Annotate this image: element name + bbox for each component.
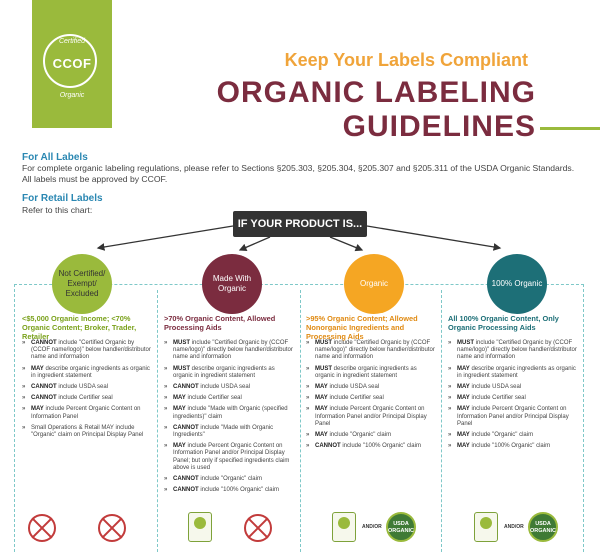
prohibited-usda-icon (98, 514, 126, 542)
chevron-bullet-icon: » (164, 487, 168, 494)
rule-keyword: MAY (315, 432, 328, 439)
chevron-bullet-icon: » (448, 384, 452, 391)
chevron-bullet-icon: » (448, 432, 452, 439)
rule-item (306, 406, 438, 428)
column-divider (300, 290, 301, 552)
chevron-bullet-icon: » (22, 424, 26, 431)
rule-item (448, 366, 580, 380)
label-logos (18, 512, 158, 544)
chevron-bullet-icon: » (448, 443, 452, 450)
rule-keyword: MUST (315, 365, 332, 372)
rule-text: describe organic ingredients as organic in ingredient statement (315, 365, 417, 379)
all-labels-text: For complete organic labeling regulations, please refer to Sections §205.303, §205.304, §205.307 and §205.311 of the USDA Organic Standards. All labels must be approved by CCOF. (22, 163, 575, 184)
rule-item (22, 406, 154, 420)
rule-item (22, 395, 154, 402)
rule-text: include Percent Organic Content on Information Panel and/or Principal Display Panel (315, 406, 427, 427)
rule-item (306, 432, 438, 439)
rule-text: include "100% Organic" claim (469, 443, 551, 450)
rule-item (164, 384, 296, 391)
chevron-bullet-icon: » (448, 406, 452, 413)
logo-certified-text: Certified (58, 38, 86, 45)
rule-keyword: MUST (457, 340, 474, 346)
rule-keyword: CANNOT (31, 340, 57, 346)
rule-text: include "Certified Organic by (CCOF name/logo)" below handler/distributor name and information (31, 340, 151, 361)
category-circle-made-with-organic: Made With Organic (202, 254, 262, 314)
rule-keyword: MAY (457, 384, 470, 391)
chevron-bullet-icon: » (22, 340, 26, 346)
rule-keyword: MAY (315, 384, 328, 391)
rule-item (306, 340, 438, 362)
chevron-bullet-icon: » (306, 365, 310, 372)
rule-text: include "Organic" claim (469, 432, 534, 439)
rule-text: include USDA seal (56, 384, 109, 391)
chevron-bullet-icon: » (448, 365, 452, 372)
chevron-bullet-icon: » (164, 406, 168, 413)
rule-text: include Percent Organic Content on Information Panel (31, 406, 141, 420)
rule-keyword: MAY (173, 395, 186, 402)
rule-keyword: CANNOT (31, 395, 57, 402)
rule-item (306, 384, 438, 391)
chevron-bullet-icon: » (306, 406, 310, 413)
rule-keyword: MUST (173, 365, 190, 372)
chevron-bullet-icon: » (448, 395, 452, 402)
rule-text: include "100% Organic" claim (340, 443, 421, 450)
and-or-text: AND/OR (362, 524, 382, 530)
rule-text: include "Made with Organic Ingredients" (173, 424, 274, 439)
chevron-bullet-icon: » (306, 443, 310, 450)
category-circle-organic: Organic (344, 254, 404, 314)
rule-text: include "Certified Organic by (CCOF name/logo)" directly below handler/distributor name and information (315, 340, 435, 361)
product-banner: IF YOUR PRODUCT IS... (233, 211, 367, 237)
rule-keyword: MAY (457, 365, 470, 372)
chevron-bullet-icon: » (448, 340, 452, 346)
rules-list (306, 340, 438, 454)
rule-item (306, 443, 438, 450)
arrow-to-col3 (330, 237, 362, 250)
column-heading: >95% Organic Content; Allowed Nonorganic Ingredients and Processing Aids (306, 314, 418, 341)
column-100-organic (444, 312, 584, 552)
column-heading: All 100% Organic Content, Only Organic Processing Aids (448, 314, 559, 332)
rule-keyword: MAY (457, 432, 470, 439)
arrow-to-col2 (240, 237, 270, 250)
ccof-seal-icon (474, 512, 498, 542)
rule-item (164, 487, 296, 494)
rule-text: include USDA seal (327, 384, 380, 391)
and-or-text: AND/OR (504, 524, 524, 530)
chevron-bullet-icon: » (164, 365, 168, 372)
kicker-title: Keep Your Labels Compliant (284, 50, 528, 70)
rule-keyword: MAY (315, 406, 328, 413)
chevron-bullet-icon: » (306, 384, 310, 391)
rule-item (448, 395, 580, 402)
rule-item (448, 443, 580, 450)
rule-keyword: CANNOT (173, 384, 199, 391)
logo-ccof-text: CCOF (52, 56, 92, 71)
chevron-bullet-icon: » (22, 395, 26, 402)
chevron-bullet-icon: » (306, 432, 310, 439)
chevron-bullet-icon: » (164, 384, 168, 391)
column-not-certified (18, 312, 158, 552)
rule-keyword: MAY (457, 443, 470, 450)
rule-keyword: MAY (315, 395, 328, 402)
rule-item (22, 384, 154, 391)
all-labels-heading: For All Labels (22, 152, 88, 163)
rule-item (306, 395, 438, 402)
usda-organic-seal-icon: USDA ORGANIC (386, 512, 416, 542)
ccof-seal-icon (332, 512, 356, 542)
rule-text: include Certifier seal (56, 395, 113, 402)
rule-text: describe organic ingredients as organic in ingredient statement (457, 365, 576, 379)
label-logos (160, 512, 300, 544)
rule-item (164, 406, 296, 420)
rule-keyword: MAY (31, 365, 44, 372)
rule-text: include USDA seal (469, 384, 522, 391)
rules-list (448, 340, 580, 454)
category-circle-100-organic: 100% Organic (487, 254, 547, 314)
rule-text: include "Certified Organic by (CCOF name/logo)" directly below handler/distributor name and information (173, 340, 293, 361)
column-heading: >70% Organic Content, Allowed Processing Aids (164, 314, 276, 332)
rule-text: include "100% Organic" claim (198, 487, 279, 494)
rule-keyword: MUST (315, 340, 332, 346)
chevron-bullet-icon: » (164, 476, 168, 483)
column-made-with-organic (160, 312, 300, 552)
rule-text: describe organic ingredients as organic in ingredient statement (173, 365, 275, 379)
rule-item (22, 425, 154, 439)
retail-labels-text: Refer to this chart: (22, 205, 93, 215)
chevron-bullet-icon: » (22, 406, 26, 413)
retail-labels-heading: For Retail Labels (22, 193, 103, 204)
rule-item (22, 366, 154, 380)
rule-item (448, 432, 580, 439)
rule-text: include "Certified Organic by (CCOF name/logo)" directly below handler/distributor name and information (457, 340, 577, 361)
rule-text: include Certifier seal (327, 395, 384, 402)
rule-item (164, 443, 296, 472)
rule-keyword: CANNOT (173, 487, 199, 494)
rule-keyword: MAY (173, 443, 186, 450)
rule-text: include "Made with Organic (specified ingredients)" claim (173, 406, 288, 420)
rule-text: include Percent Organic Content on Information Panel and/or Principal Display Panel (457, 406, 569, 427)
chevron-bullet-icon: » (164, 424, 168, 431)
rule-item (164, 395, 296, 402)
rule-keyword: MAY (31, 406, 44, 413)
usda-organic-seal-icon: USDA ORGANIC (528, 512, 558, 542)
label-logos (444, 512, 584, 544)
rule-text: describe organic ingredients as organic in ingredient statement (31, 365, 150, 379)
chevron-bullet-icon: » (306, 340, 310, 346)
arrow-to-col1 (98, 226, 233, 248)
rule-item (22, 340, 154, 362)
rule-item (164, 425, 296, 439)
rule-text: include Percent Organic Content on Information Panel and/or Principal Display Panel; but only if specified ingredients claim above is used (173, 443, 290, 471)
chevron-bullet-icon: » (22, 384, 26, 391)
rule-text: include "Organic" claim (198, 476, 262, 483)
rule-text: include Certifier seal (469, 395, 526, 402)
chevron-bullet-icon: » (164, 340, 168, 346)
prohibited-seal-icon (28, 514, 56, 542)
rule-keyword: CANNOT (173, 424, 199, 431)
prohibited-usda-icon (244, 514, 272, 542)
rule-keyword: MAY (457, 395, 470, 402)
rule-keyword: CANNOT (315, 443, 341, 450)
category-circle-not-certified: Not Certified/ Exempt/ Excluded (52, 254, 112, 314)
chevron-bullet-icon: » (164, 443, 168, 450)
rule-keyword: CANNOT (173, 476, 199, 483)
rule-keyword: MAY (173, 406, 186, 413)
rule-text: include "Organic" claim (327, 432, 392, 439)
rule-item (448, 384, 580, 391)
ccof-seal-icon (188, 512, 212, 542)
rule-text: include Certifier seal (185, 395, 242, 402)
page-title-line2: GUIDELINES (342, 110, 536, 143)
rule-text: Small Operations & Retail MAY include "Organic" claim on Principal Display Panel (31, 424, 144, 439)
chevron-bullet-icon: » (22, 365, 26, 372)
rule-item (164, 366, 296, 380)
rule-keyword: MUST (173, 340, 190, 346)
rule-keyword: MAY (457, 406, 470, 413)
rule-item (164, 340, 296, 362)
rule-item (448, 406, 580, 428)
chevron-bullet-icon: » (306, 395, 310, 402)
column-organic (302, 312, 442, 552)
rules-list (164, 340, 296, 498)
label-logos (302, 512, 442, 544)
arrow-to-col4 (367, 226, 500, 248)
page-title-line1: ORGANIC LABELING (216, 76, 536, 109)
rules-list (22, 340, 154, 443)
rule-text: include USDA seal (198, 384, 251, 391)
rule-item (306, 366, 438, 380)
logo-organic-text: Organic (59, 92, 85, 99)
rule-item (164, 476, 296, 483)
chevron-bullet-icon: » (164, 395, 168, 402)
column-heading: <$5,000 Organic Income; <70% Organic Content; Broker, Trader, Retailer (22, 314, 137, 341)
rule-item (448, 340, 580, 362)
rule-keyword: CANNOT (31, 384, 57, 391)
